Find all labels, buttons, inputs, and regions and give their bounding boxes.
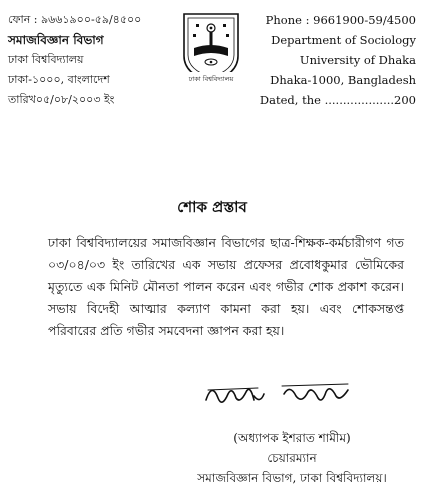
document-title: শোক প্রস্তাব	[177, 198, 247, 216]
department-bn: সমাজবিজ্ঞান বিভাগ	[8, 33, 104, 47]
handwritten-signature	[198, 374, 358, 418]
signatory-department: সমাজবিজ্ঞান বিভাগ, ঢাকা বিশ্ববিদ্যালয়।	[197, 471, 387, 485]
university-bn: ঢাকা বিশ্ববিদ্যালয়	[8, 53, 84, 66]
signatory-title: চেয়ারম্যান	[267, 451, 317, 465]
signature-block	[182, 428, 402, 488]
date-bn: তারিখ০৫/০৮/২০০৩ ইং	[8, 93, 115, 106]
letterhead-english	[256, 10, 416, 110]
address-en: Dhaka-1000, Bangladesh	[270, 73, 416, 87]
letterhead-bangla	[8, 10, 168, 110]
university-en: University of Dhaka	[299, 53, 416, 67]
seal-caption: ঢাকা বিশ্ববিদ্যালয়	[188, 75, 234, 83]
phone-en: Phone : 9661900-59/4500	[265, 13, 416, 27]
signatory-name: (অধ্যাপক ইশরাত শামীম)	[233, 431, 351, 445]
resolution-body: ঢাকা বিশ্ববিদ্যালয়ের সমাজবিজ্ঞান বিভাগের ছাত্র-শিক্ষক-কর্মচারীগণ গত ০৩/০৪/০৩ ইং তারিখের এক সভায় প্রফেসর প্রবোধকুমার ভৌমিকের মৃত্যুতে এক মিনিট মৌনতা পালন করেন এবং গভীর শোক প্রকাশ করেন। সভায় বিদেহী আত্মার কল্যাণ কামনা করা হয়। এবং শোকসন্তপ্ত পরিবারের প্রতি গভীর সমবেদনা জ্ঞাপন করা হয়।	[48, 235, 404, 338]
phone-bn: ফোন : ৯৬৬১৯০০-৫৯/৪৫০০	[8, 13, 142, 26]
dated-en: Dated, the ...................200	[259, 93, 416, 107]
address-bn: ঢাকা-১০০০, বাংলাদেশ	[8, 73, 110, 86]
department-en: Department of Sociology	[271, 33, 416, 47]
university-seal-logo	[178, 10, 244, 86]
